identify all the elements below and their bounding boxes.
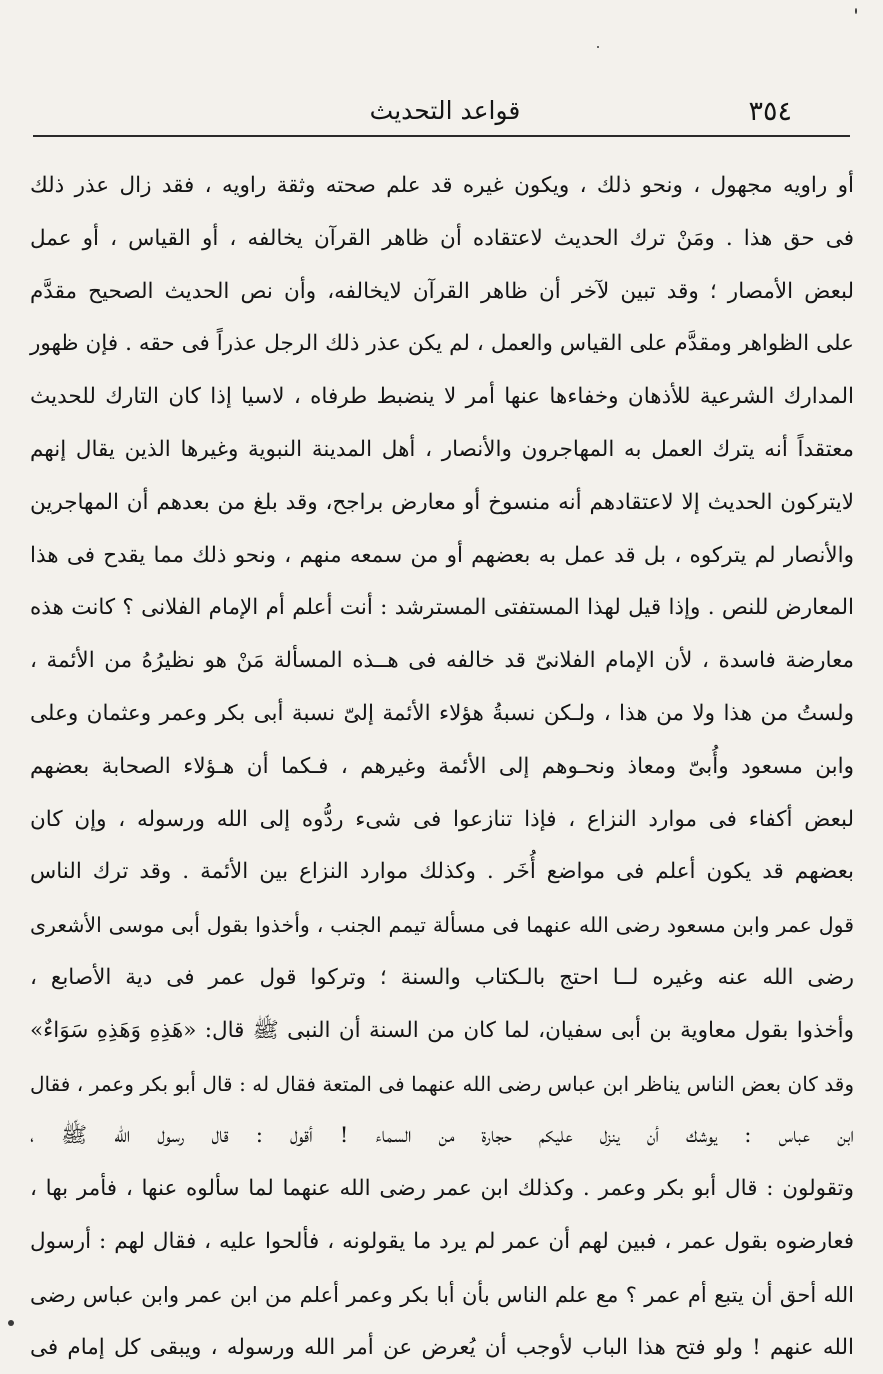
running-header	[40, 90, 850, 134]
text-line: أو راويه مجهول ، ونحو ذلك ، ويكون غيره قد علم صحته وثقة راويه ، فقد زال عذر ذلك	[30, 173, 854, 198]
text-line: رضى الله عنه وغيره لــا احتج بالـكتاب والسنة ؛ وتركوا قول عمر فى دية الأصابع ،	[30, 964, 854, 990]
running-title: قواعد التحديث	[369, 96, 521, 125]
text-line: الله عنهم ! ولو فتح هذا الباب لأوجب أن يُعرض عن أمر الله ورسوله ، ويبقى كل إمام فى	[30, 1334, 854, 1360]
text-line: وأخذوا بقول معاوية بن أبى سفيان، لما كان من السنة أن النبى ﷺ قال: «هَذِهِ وَهَذِهِ سَوَاءٌ»	[30, 1017, 854, 1043]
text-line: فى حق هذا . ومَنْ ترك الحديث لاعتقاده أن ظاهر القرآن يخالفه ، أو القياس ، أو عمل	[30, 225, 854, 251]
text-line: معارضة فاسدة ، لأن الإمام الفلانىّ قد خالفه فى هــذه المسألة مَنْ هو نظيرُهُ من الأئمة ،	[30, 648, 854, 674]
body-text	[30, 160, 854, 1374]
text-line: وابن مسعود وأُبىّ ومعاذ ونحـوهم إلى الأئمة وغيرهم ، فـكما أن هـؤلاء الصحابة بعضهم	[30, 753, 854, 779]
text-line: المعارض للنص . وإذا قيل لهذا المستفتى المسترشد : أنت أعلم أم الإمام الفلانى ؟ كانت هذه	[30, 595, 854, 621]
text-line: وتقولون : قال أبو بكر وعمر . وكذلك ابن عمر رضى الله عنهما لما سألوه عنها ، فأمر بها ،	[30, 1176, 854, 1202]
text-line: وقد كان بعض الناس يناظر ابن عباس رضى الله عنهما فى المتعة فقال له : قال أبو بكر وعمر ، فقال	[30, 1071, 855, 1096]
text-line: لايتركون الحديث إلا لاعتقادهم أنه منسوخ أو معارض براجح، وقد بلغ من بعدهم أن المهاجرين	[30, 489, 854, 515]
scan-speck	[597, 46, 599, 48]
page-number: ٣٥٤	[748, 96, 792, 127]
text-line: بعضهم قد يكون أعلم فى مواضع أُخَر . وكذلك موارد النزاع بين الأئمة . وقد ترك الناس	[30, 859, 854, 885]
scan-speck	[855, 8, 857, 14]
text-line: على الظواهر ومقدَّم على القياس والعمل ، لم يكن عذر ذلك الرجل عذراً فى حقه . فإن ظهور	[30, 331, 854, 357]
text-line: ابن عباس : يوشك أن ينزل عليكم حجارة من السماء ! أقول : قال رسول الله ﷺ ،	[30, 1123, 854, 1149]
text-line: المدارك الشرعية للأذهان وخفاءها عنها أمر لا ينضبط طرفاه ، لاسيا إذا كان التارك للحديث	[30, 384, 854, 410]
header-rule	[33, 135, 850, 137]
text-line: معتقداً أنه يترك العمل به المهاجرون والأنصار ، أهل المدينة النبوية وغيرها الذين يقال إنهم	[30, 436, 854, 462]
text-line: قول عمر وابن مسعود رضى الله عنهما فى مسألة تيمم الجنب ، وأخذوا بقول أبى موسى الأشعرى	[30, 913, 854, 938]
text-line: لبعض الأمصار ؛ وقد تبين لآخر أن ظاهر القرآن لايخالفه، وأن نص الحديث الصحيح مقدَّم	[30, 278, 854, 304]
scan-speck	[8, 1320, 14, 1326]
text-line: لبعض أكفاء فى موارد النزاع ، فإذا تنازعوا فى شىء ردُّوه إلى الله ورسوله ، وإن كان	[30, 806, 854, 832]
text-line: والأنصار لم يتركوه ، بل قد عمل به بعضهم أو من سمعه منهم ، ونحو ذلك مما يقدح فى هذا	[30, 542, 854, 568]
text-line: الله أحق أن يتبع أم عمر ؟ مع علم الناس بأن أبا بكر وعمر أعلم من ابن عمر وابن عباس رضى	[30, 1282, 854, 1307]
text-line: ولستُ من هذا ولا من هذا ، ولـكن نسبةُ هؤلاء الأئمة إلىّ نسبة أبى بكر وعمر وعثمان وعلى	[30, 700, 854, 726]
text-line: فعارضوه بقول عمر ، فبين لهم أن عمر لم يرد ما يقولونه ، فألحوا عليه ، فقال لهم : أرسول	[30, 1228, 854, 1254]
